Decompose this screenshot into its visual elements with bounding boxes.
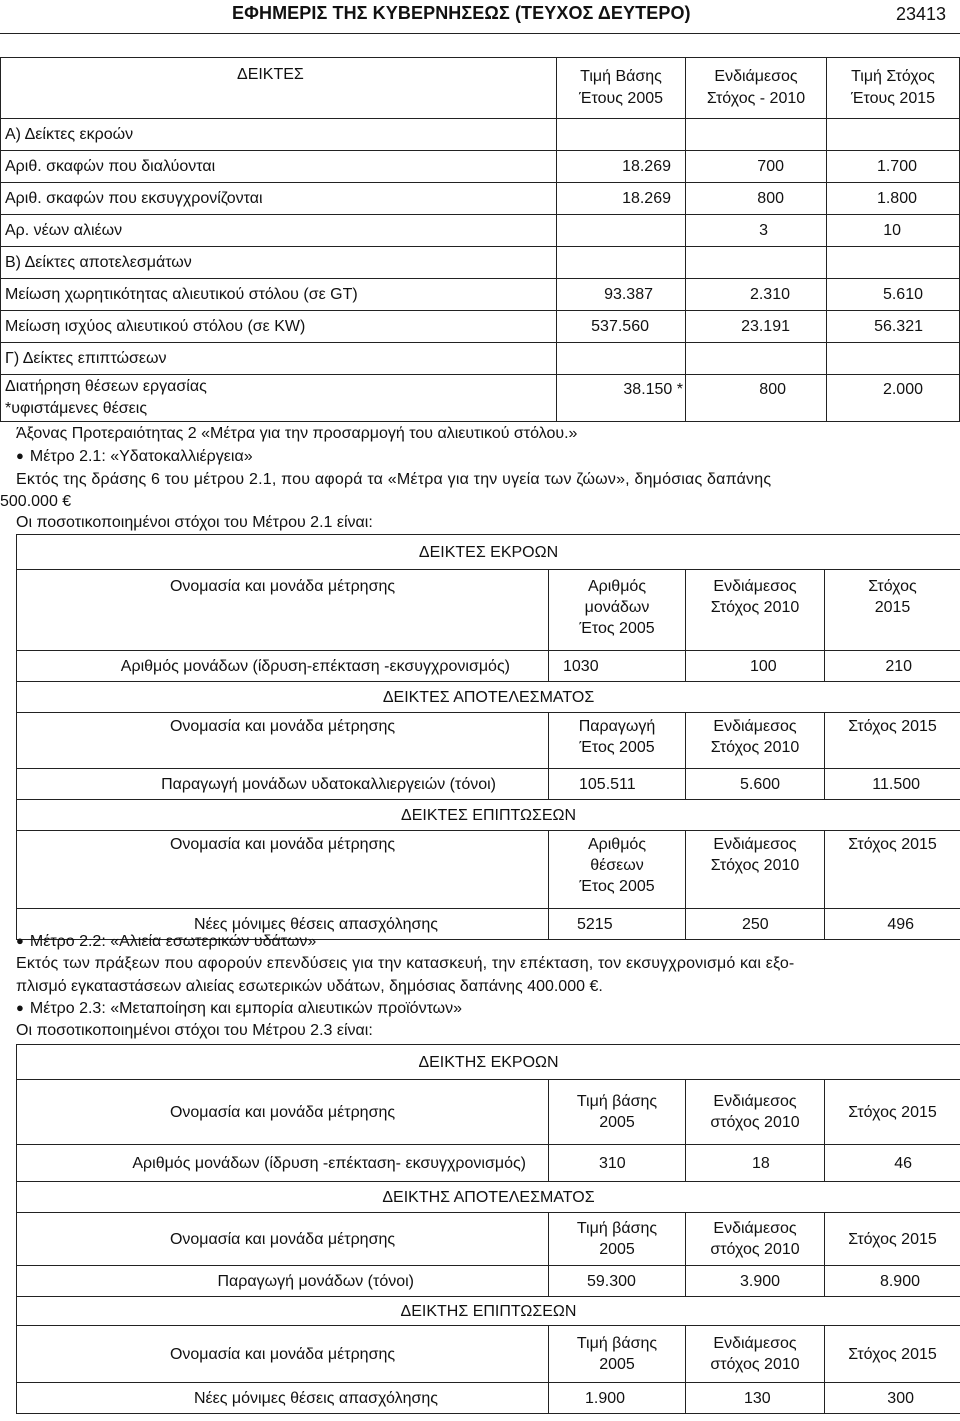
col-header: Παραγωγή Έτος 2005 bbox=[549, 713, 686, 769]
cell-value: 18.269 bbox=[557, 183, 686, 215]
cell-value: 3 bbox=[686, 215, 827, 247]
cell-value: 800 bbox=[686, 375, 827, 422]
section-label: Β) Δείκτες αποτελεσμάτων bbox=[1, 247, 557, 279]
indicators-col-header: ΔΕΙΚΤΕΣ bbox=[1, 58, 557, 119]
section-row bbox=[1, 119, 960, 151]
base-value-col-header: Τιμή Βάσης Έτους 2005 bbox=[557, 58, 686, 119]
cell-value: 2.000 bbox=[827, 375, 960, 422]
name-col-header: Ονομασία και μονάδα μέτρησης bbox=[17, 1326, 549, 1383]
row-label: Αριθμός μονάδων (ίδρυση-επέκταση -εκσυγχρονισμός) bbox=[17, 651, 549, 682]
row-label: Αριθ. σκαφών που διαλύονται bbox=[1, 151, 557, 183]
table-row bbox=[1, 279, 960, 311]
col-header: Στόχος 2015 bbox=[825, 1080, 960, 1145]
col-header: Ενδιάμεσος Στόχος 2010 bbox=[686, 570, 825, 651]
target-value-col-header: Τιμή Στόχος Έτους 2015 bbox=[827, 58, 960, 119]
col-header: Στόχος 2015 bbox=[825, 1326, 960, 1383]
col-header: Στόχος 2015 bbox=[825, 713, 960, 769]
cell-value: 18.269 bbox=[557, 151, 686, 183]
cell-value: 2.310 bbox=[686, 279, 827, 311]
name-col-header: Ονομασία και μονάδα μέτρησης bbox=[17, 1213, 549, 1266]
row-label: Μείωση χωρητικότητας αλιευτικού στόλου (σε GT) bbox=[1, 279, 557, 311]
indicators-table bbox=[0, 57, 960, 422]
table-header-row bbox=[17, 713, 960, 769]
cell-value: 250 bbox=[686, 909, 825, 940]
measure-2-1-heading: ● Μέτρο 2.1: «Υδατοκαλλιέργεια» bbox=[16, 446, 253, 467]
table-row bbox=[17, 1383, 960, 1414]
cell-value: 8.900 bbox=[825, 1266, 960, 1297]
table-header-row bbox=[1, 58, 960, 119]
paragraph-line: Εκτός της δράσης 6 του μέτρου 2.1, που αφορά τα «Μέτρα για την υγεία των ζώων», δημόσιας δαπάνης bbox=[16, 471, 772, 488]
table-row bbox=[1, 183, 960, 215]
cell-value: 700 bbox=[686, 151, 827, 183]
cell-value: 56.321 bbox=[827, 311, 960, 343]
col-header: Στόχος 2015 bbox=[825, 1213, 960, 1266]
col-header: Τιμή βάσης 2005 bbox=[549, 1080, 686, 1145]
row-label: Μείωση ισχύος αλιευτικού στόλου (σε KW) bbox=[1, 311, 557, 343]
cell-value: 5.600 bbox=[686, 769, 825, 800]
cell-value: 5.610 bbox=[827, 279, 960, 311]
col-header: Τιμή βάσης 2005 bbox=[549, 1213, 686, 1266]
row-label: Αρ. νέων αλιέων bbox=[1, 215, 557, 247]
col-header: Ενδιάμεσος στόχος 2010 bbox=[686, 1213, 825, 1266]
col-header: Ενδιάμεσος στόχος 2010 bbox=[686, 1080, 825, 1145]
cell-value: 1.700 bbox=[827, 151, 960, 183]
col-header: Ενδιάμεσος Στόχος 2010 bbox=[686, 831, 825, 909]
gazette-title: ΕΦΗΜΕΡΙΣ ΤΗΣ ΚΥΒΕΡΝΗΣΕΩΣ (ΤΕΥΧΟΣ ΔΕΥΤΕΡΟ) bbox=[232, 3, 691, 23]
row-label: Αριθμός μονάδων (ίδρυση -επέκταση- εκσυγχρονισμός) bbox=[17, 1145, 549, 1182]
euro-icon: € bbox=[62, 493, 72, 510]
cell-value: 100 bbox=[686, 651, 825, 682]
row-label: Αριθ. σκαφών που εκσυγχρονίζονται bbox=[1, 183, 557, 215]
section-title: ΔΕΙΚΤΗΣ ΕΚΡΟΩΝ bbox=[17, 1045, 960, 1080]
paragraph-line: 500.000 € bbox=[0, 493, 72, 510]
header-divider bbox=[0, 33, 960, 34]
cell-value: 210 bbox=[825, 651, 960, 682]
table-header-row bbox=[17, 1080, 960, 1145]
interim-target-col-header: Ενδιάμεσος Στόχος - 2010 bbox=[686, 58, 827, 119]
cell-value: 5215 bbox=[549, 909, 686, 940]
table-row bbox=[17, 1145, 960, 1182]
cell-value: 18 bbox=[686, 1145, 825, 1182]
measure-2-2-heading: ● Μέτρο 2.2: «Αλιεία εσωτερικών υδάτων» bbox=[16, 931, 316, 952]
cell-value: 93.387 bbox=[557, 279, 686, 311]
cell-value: 23.191 bbox=[686, 311, 827, 343]
section-title: ΔΕΙΚΤΕΣ ΑΠΟΤΕΛΕΣΜΑΤΟΣ bbox=[17, 682, 960, 713]
cell-value: 1.800 bbox=[827, 183, 960, 215]
col-header: Τιμή βάσης 2005 bbox=[549, 1326, 686, 1383]
cell-value: 130 bbox=[686, 1383, 825, 1414]
cell-value: 310 bbox=[549, 1145, 686, 1182]
cell-value: 496 bbox=[825, 909, 960, 940]
targets-intro: Οι ποσοτικοποιημένοι στόχοι του Μέτρου 2.3 είναι: bbox=[16, 1022, 373, 1039]
col-header: Ενδιάμεσος Στόχος 2010 bbox=[686, 713, 825, 769]
table-header-row bbox=[17, 1326, 960, 1383]
table-row bbox=[1, 215, 960, 247]
table-header-row bbox=[17, 570, 960, 651]
cell-value: 800 bbox=[686, 183, 827, 215]
section-title: ΔΕΙΚΤΗΣ ΑΠΟΤΕΛΕΣΜΑΤΟΣ bbox=[17, 1182, 960, 1213]
name-col-header: Ονομασία και μονάδα μέτρησης bbox=[17, 831, 549, 909]
measure-2-3-heading: ● Μέτρο 2.3: «Μεταποίηση και εμπορία αλιευτικών προϊόντων» bbox=[16, 998, 462, 1019]
cell-value: 11.500 bbox=[825, 769, 960, 800]
paragraph-line: πλισμό εγκαταστάσεων αλιείας εσωτερικών υδάτων, δημόσιας δαπάνης 400.000 €. bbox=[16, 978, 603, 995]
name-col-header: Ονομασία και μονάδα μέτρησης bbox=[17, 713, 549, 769]
section-title: ΔΕΙΚΤΕΣ ΕΠΙΠΤΩΣΕΩΝ bbox=[17, 800, 960, 831]
section-label: Γ) Δείκτες επιπτώσεων bbox=[1, 343, 557, 375]
measure-2-3-indicators-table bbox=[16, 1044, 960, 1414]
section-title: ΔΕΙΚΤΕΣ ΕΚΡΟΩΝ bbox=[17, 535, 960, 570]
cell-value: 1030 bbox=[549, 651, 686, 682]
axis-heading: Άξονας Προτεραιότητας 2 «Μέτρα για την προσαρμογή του αλιευτικού στόλου.» bbox=[16, 425, 578, 442]
table-header-row bbox=[17, 831, 960, 909]
section-title: ΔΕΙΚΤΗΣ ΕΠΙΠΤΩΣΕΩΝ bbox=[17, 1297, 960, 1326]
page-header bbox=[0, 0, 960, 30]
cell-value bbox=[557, 215, 686, 247]
page-number: 23413 bbox=[896, 4, 947, 24]
col-header: Αριθμός μονάδων Έτος 2005 bbox=[549, 570, 686, 651]
col-header: Στόχος 2015 bbox=[825, 570, 960, 651]
section-label: Α) Δείκτες εκροών bbox=[1, 119, 557, 151]
table-row bbox=[17, 769, 960, 800]
cell-value: 38.150 * bbox=[557, 375, 686, 422]
cell-value: 1.900 bbox=[549, 1383, 686, 1414]
section-row bbox=[1, 247, 960, 279]
row-label: Νέες μόνιμες θέσεις απασχόλησης bbox=[17, 909, 549, 940]
table-header-row bbox=[17, 1213, 960, 1266]
col-header: Ενδιάμεσος στόχος 2010 bbox=[686, 1326, 825, 1383]
row-label: Παραγωγή μονάδων υδατοκαλλιεργειών (τόνοι) bbox=[17, 769, 549, 800]
cell-value: 3.900 bbox=[686, 1266, 825, 1297]
targets-intro: Οι ποσοτικοποιημένοι στόχοι του Μέτρου 2.1 είναι: bbox=[16, 514, 373, 531]
table-row bbox=[17, 651, 960, 682]
cell-value: 537.560 bbox=[557, 311, 686, 343]
table-row bbox=[17, 1266, 960, 1297]
measure-2-1-indicators-table bbox=[16, 534, 960, 940]
table-row bbox=[1, 375, 960, 422]
col-header: Στόχος 2015 bbox=[825, 831, 960, 909]
col-header: Αριθμός θέσεων Έτος 2005 bbox=[549, 831, 686, 909]
row-label: Νέες μόνιμες θέσεις απασχόλησης bbox=[17, 1383, 549, 1414]
row-label: Παραγωγή μονάδων (τόνοι) bbox=[17, 1266, 549, 1297]
paragraph-line: Εκτός των πράξεων που αφορούν επενδύσεις για την κατασκευή, την επέκταση, τον εκσυγχρονισμό και εξο- bbox=[16, 955, 795, 972]
row-label: Διατήρηση θέσεων εργασίας *υφιστάμενες θέσεις bbox=[1, 375, 557, 422]
table-row bbox=[1, 151, 960, 183]
cell-value: 59.300 bbox=[549, 1266, 686, 1297]
name-col-header: Ονομασία και μονάδα μέτρησης bbox=[17, 1080, 549, 1145]
cell-value: 46 bbox=[825, 1145, 960, 1182]
cell-value: 300 bbox=[825, 1383, 960, 1414]
section-row bbox=[1, 343, 960, 375]
name-col-header: Ονομασία και μονάδα μέτρησης bbox=[17, 570, 549, 651]
table-row bbox=[1, 311, 960, 343]
cell-value: 105.511 bbox=[549, 769, 686, 800]
cell-value: 10 bbox=[827, 215, 960, 247]
